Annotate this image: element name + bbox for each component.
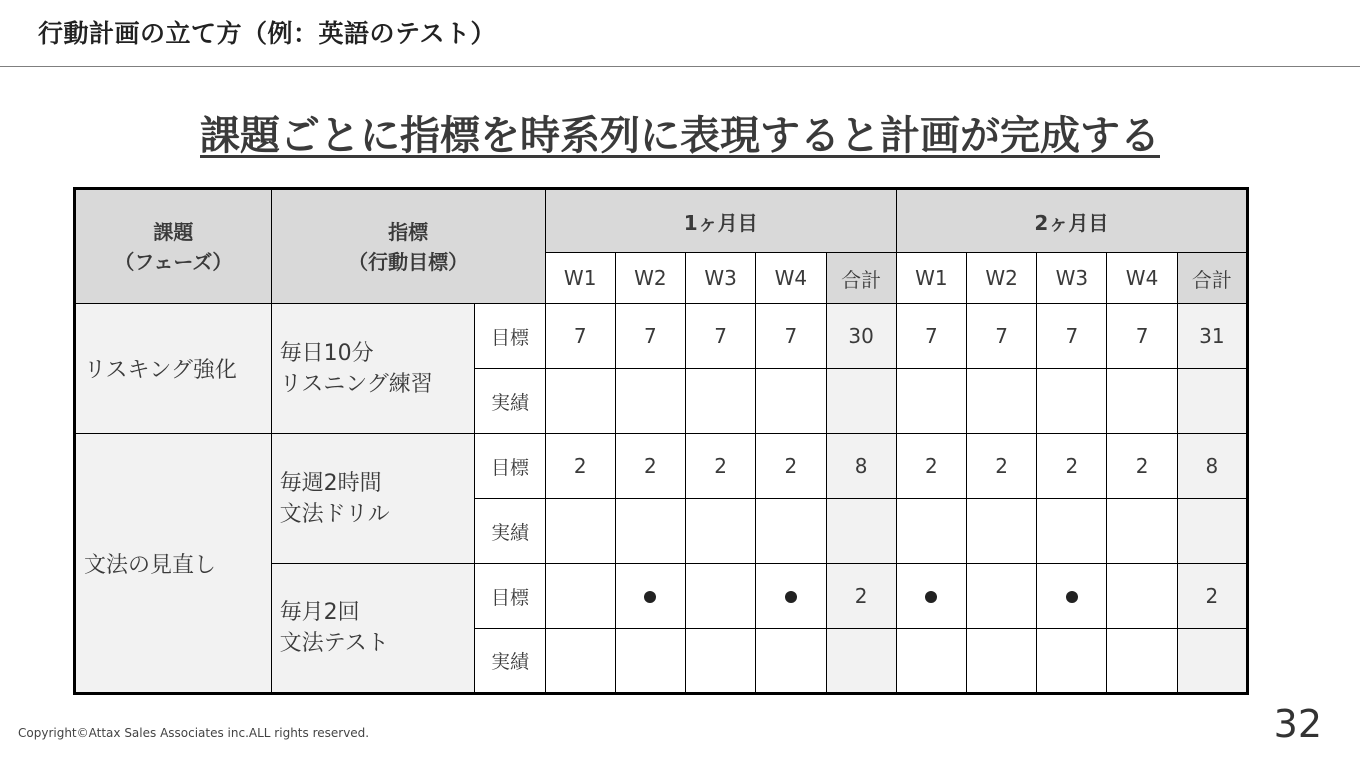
target-cell: 2 — [545, 434, 615, 499]
kind-actual-label: 実績 — [475, 499, 545, 564]
actual-cell — [545, 629, 615, 694]
actual-cell — [686, 499, 756, 564]
actual-total-cell — [1177, 369, 1247, 434]
page-number: 32 — [1273, 702, 1322, 746]
actual-total-cell — [826, 629, 896, 694]
target-cell: 2 — [1107, 434, 1177, 499]
table-row — [75, 304, 1248, 369]
milestone-dot-icon — [785, 591, 797, 603]
actual-cell — [1037, 499, 1107, 564]
action-line1: 毎日10分 — [279, 340, 374, 366]
action-cell — [271, 564, 475, 694]
actual-total-cell — [1177, 629, 1247, 694]
actual-cell — [966, 629, 1036, 694]
header-kpi-line1: 指標 — [388, 219, 429, 244]
actual-cell — [1107, 499, 1177, 564]
target-cell: 2 — [756, 434, 826, 499]
week-header: W3 — [1037, 253, 1107, 304]
target-total-cell: 31 — [1177, 304, 1247, 369]
target-cell: 2 — [686, 434, 756, 499]
action-line2: リスニング練習 — [279, 371, 433, 397]
target-cell: 2 — [1037, 434, 1107, 499]
actual-cell — [756, 369, 826, 434]
target-total-cell: 8 — [826, 434, 896, 499]
target-cell: 2 — [896, 434, 966, 499]
table-row — [75, 434, 1248, 499]
copyright-text: Copyright©Attax Sales Associates inc.ALL rights reserved. — [18, 726, 370, 740]
target-cell: 7 — [1037, 304, 1107, 369]
total-header: 合計 — [1177, 253, 1247, 304]
kind-target-label: 目標 — [475, 304, 545, 369]
header-kpi-line2: （行動目標） — [348, 249, 469, 274]
actual-cell — [1107, 369, 1177, 434]
action-line1: 毎週2時間 — [279, 470, 382, 496]
target-total-cell: 8 — [1177, 434, 1247, 499]
target-cell — [545, 564, 615, 629]
target-cell — [686, 564, 756, 629]
actual-cell — [1037, 629, 1107, 694]
actual-cell — [545, 499, 615, 564]
milestone-dot-icon — [1066, 591, 1078, 603]
target-total-cell: 30 — [826, 304, 896, 369]
target-total-cell: 2 — [826, 564, 896, 629]
actual-cell — [1037, 369, 1107, 434]
week-header: W1 — [545, 253, 615, 304]
action-line2: 文法ドリル — [279, 501, 390, 527]
actual-cell — [756, 499, 826, 564]
actual-cell — [545, 369, 615, 434]
slide-heading: 課題ごとに指標を時系列に表現すると計画が完成する — [200, 113, 1160, 159]
header-phase — [75, 189, 272, 304]
actual-cell — [896, 629, 966, 694]
target-cell — [966, 564, 1036, 629]
actual-cell — [686, 629, 756, 694]
target-cell — [896, 564, 966, 629]
actual-cell — [966, 499, 1036, 564]
actual-cell — [686, 369, 756, 434]
kind-actual-label: 実績 — [475, 629, 545, 694]
target-cell: 7 — [615, 304, 685, 369]
phase-cell: 文法の見直し — [75, 434, 272, 694]
week-header: W1 — [896, 253, 966, 304]
header-row-months — [75, 189, 1248, 253]
header-phase-line2: （フェーズ） — [114, 249, 233, 274]
actual-total-cell — [1177, 499, 1247, 564]
actual-cell — [615, 629, 685, 694]
target-cell — [1037, 564, 1107, 629]
action-line1: 毎月2回 — [279, 600, 360, 625]
phase-cell: リスキング強化 — [75, 304, 272, 434]
actual-cell — [896, 369, 966, 434]
kind-target-label: 目標 — [475, 434, 545, 499]
action-plan-table — [73, 187, 1249, 695]
target-cell: 2 — [966, 434, 1036, 499]
week-header: W3 — [686, 253, 756, 304]
target-cell: 7 — [896, 304, 966, 369]
actual-cell — [615, 369, 685, 434]
week-header: W4 — [1107, 253, 1177, 304]
total-header: 合計 — [826, 253, 896, 304]
week-header: W2 — [966, 253, 1036, 304]
page-title: 行動計画の立て方（例：英語のテスト） — [38, 19, 497, 48]
actual-cell — [1107, 629, 1177, 694]
target-cell: 7 — [545, 304, 615, 369]
target-cell: 7 — [1107, 304, 1177, 369]
header-divider — [0, 66, 1360, 67]
actual-cell — [615, 499, 685, 564]
action-cell — [271, 434, 475, 564]
target-cell — [1107, 564, 1177, 629]
target-cell: 7 — [966, 304, 1036, 369]
target-cell — [756, 564, 826, 629]
actual-total-cell — [826, 369, 896, 434]
kind-actual-label: 実績 — [475, 369, 545, 434]
target-cell: 7 — [686, 304, 756, 369]
actual-cell — [896, 499, 966, 564]
target-cell: 2 — [615, 434, 685, 499]
week-header: W4 — [756, 253, 826, 304]
kind-target-label: 目標 — [475, 564, 545, 629]
target-total-cell: 2 — [1177, 564, 1247, 629]
week-header: W2 — [615, 253, 685, 304]
header-month-2: 2ヶ月目 — [896, 189, 1247, 253]
target-cell: 7 — [756, 304, 826, 369]
actual-cell — [756, 629, 826, 694]
header-kpi — [271, 189, 545, 304]
action-line2: 文法テスト — [279, 631, 389, 656]
milestone-dot-icon — [925, 591, 937, 603]
target-cell — [615, 564, 685, 629]
action-cell — [271, 304, 475, 434]
header-month-1: 1ヶ月目 — [545, 189, 896, 253]
header-phase-line1: 課題 — [153, 219, 194, 244]
milestone-dot-icon — [644, 591, 656, 603]
actual-cell — [966, 369, 1036, 434]
actual-total-cell — [826, 499, 896, 564]
